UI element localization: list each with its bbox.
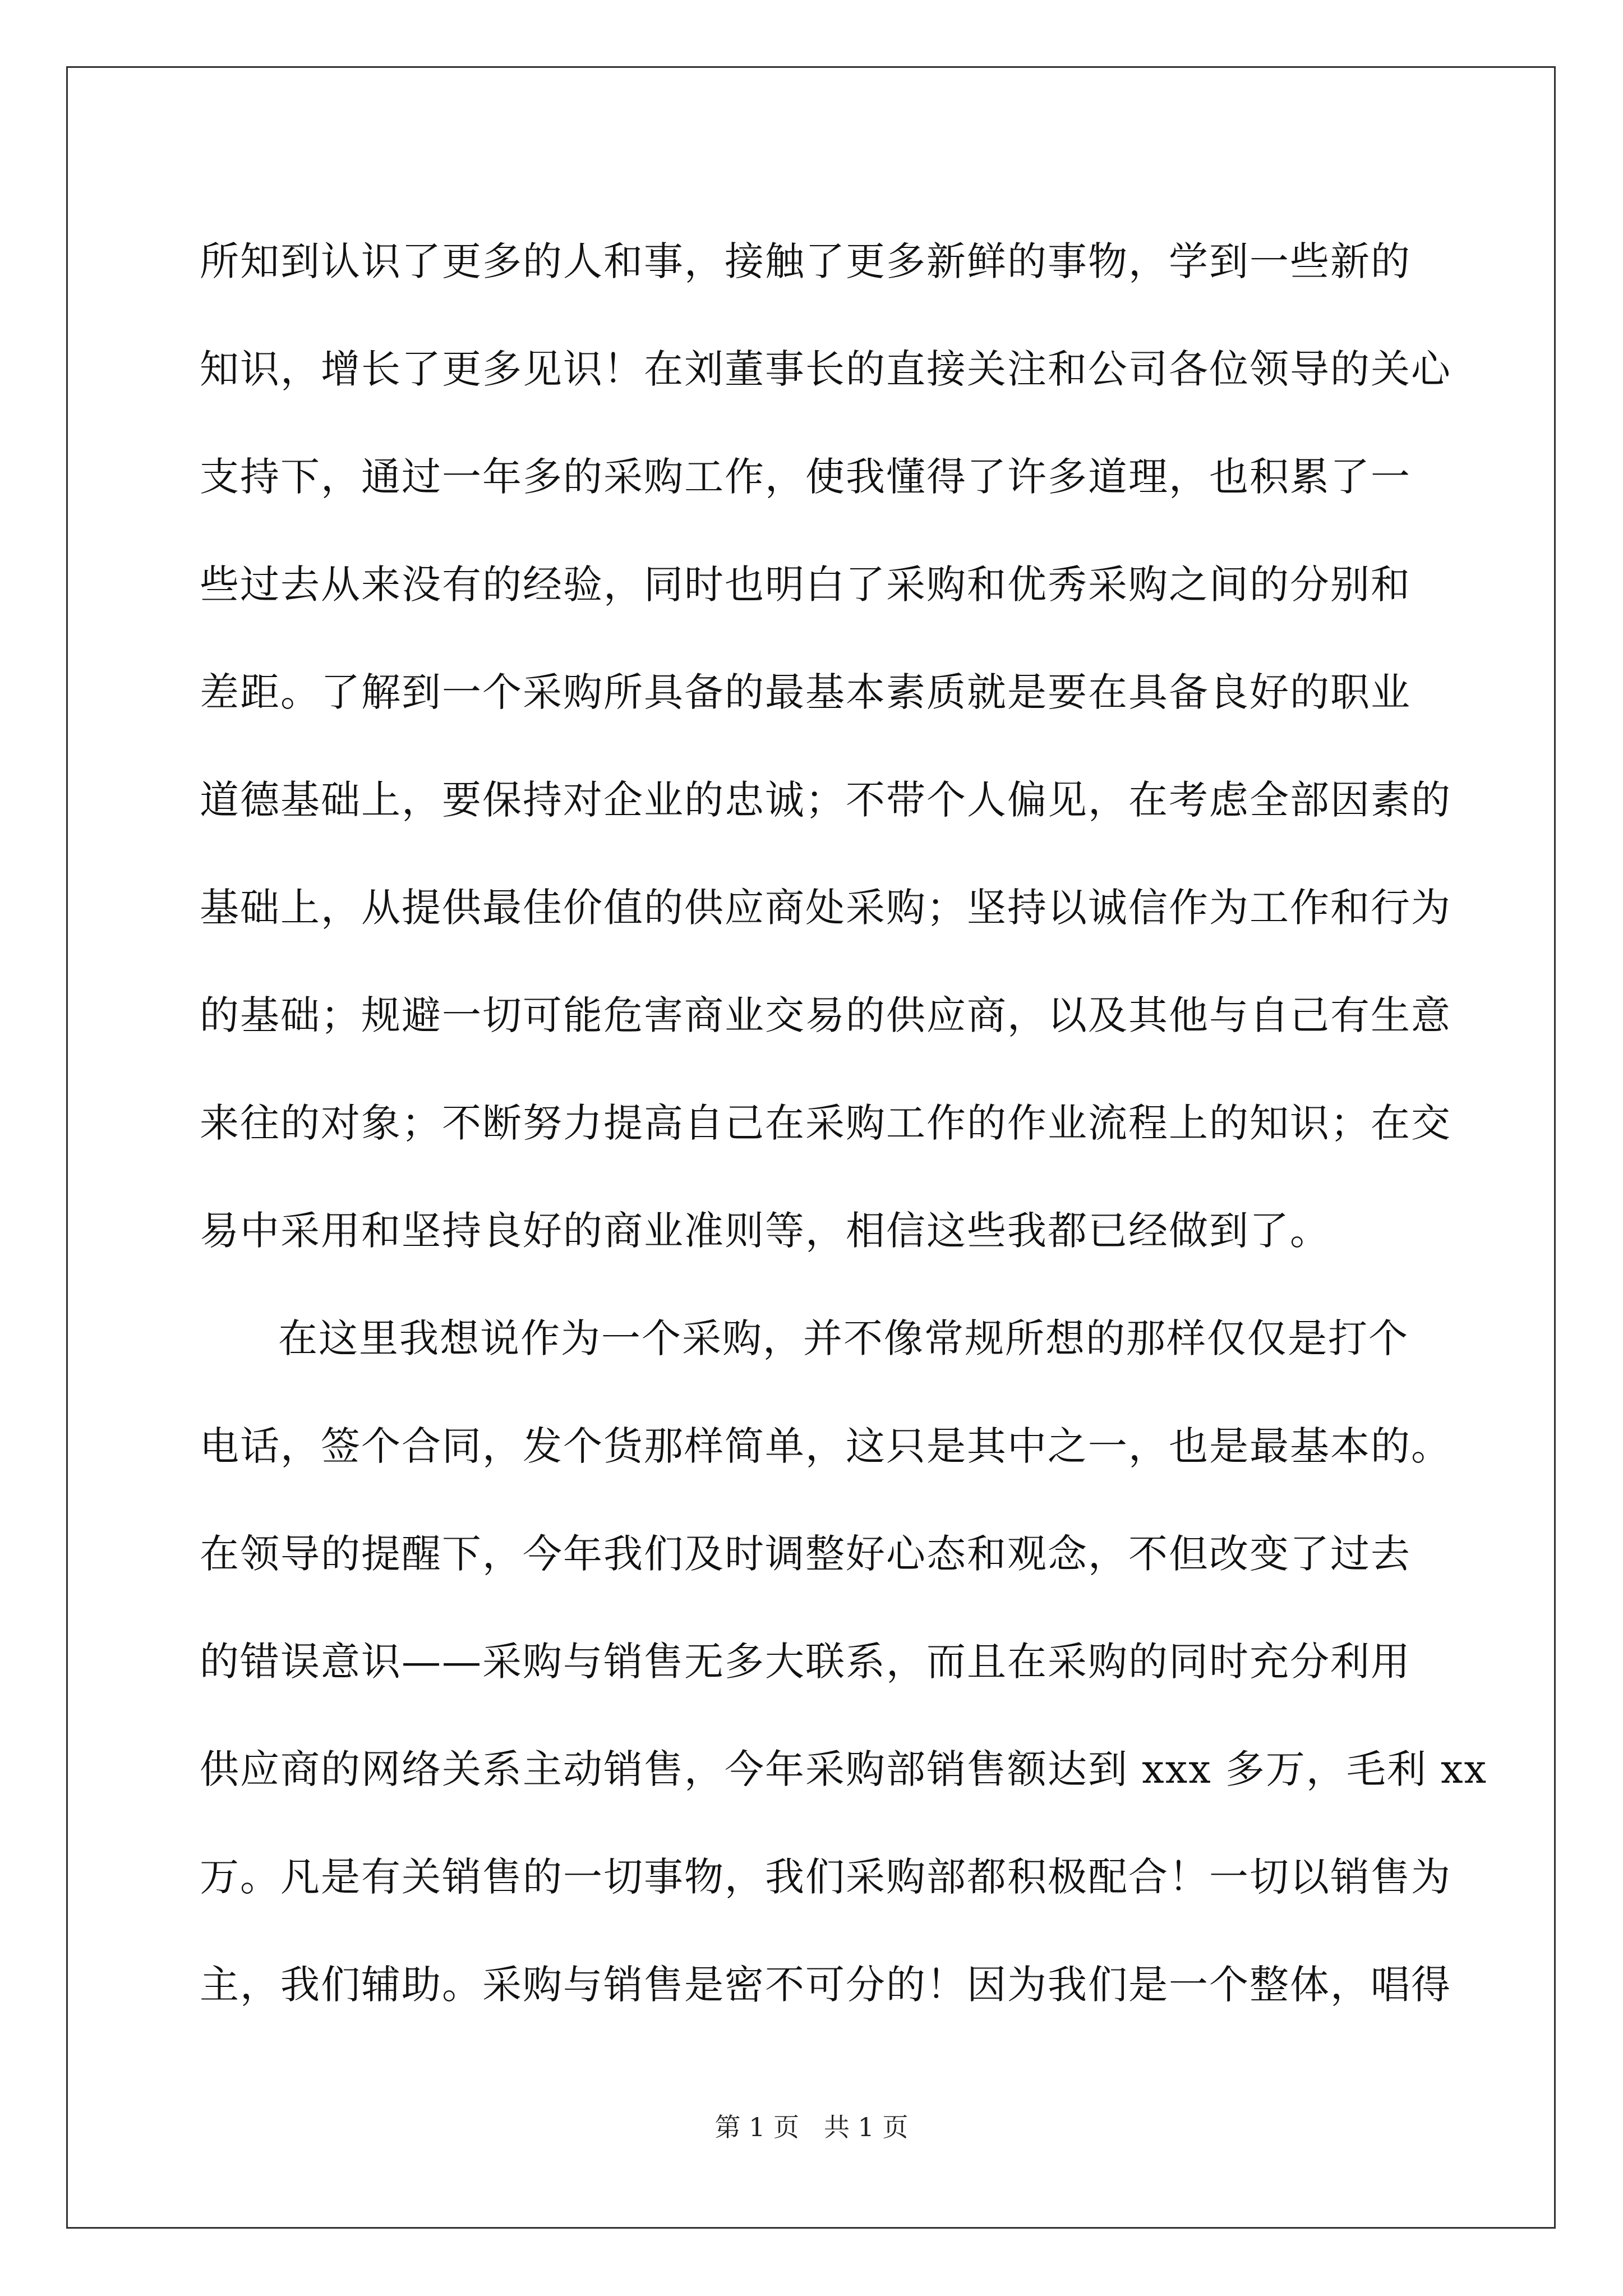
text-line: 来往的对象；不断努力提高自己在采购工作的作业流程上的知识；在交 (200, 1100, 1451, 1146)
text-line: 万。凡是有关销售的一切事物，我们采购部都积极配合！一切以销售为 (200, 1854, 1451, 1900)
paragraph-start-line: 在这里我想说作为一个采购，并不像常规所想的那样仅仅是打个 (278, 1315, 1409, 1361)
text-line: 支持下，通过一年多的采购工作，使我懂得了许多道理，也积累了一 (200, 454, 1411, 500)
text-line: 易中采用和坚持良好的商业准则等，相信这些我都已经做到了。 (200, 1208, 1330, 1254)
document-body (200, 208, 1488, 2039)
footer-spacer (799, 2112, 824, 2142)
text-line: 差距。了解到一个采购所具备的最基本素质就是要在具备良好的职业 (200, 669, 1411, 715)
text-line: 所知到认识了更多的人和事，接触了更多新鲜的事物，学到一些新的 (200, 238, 1411, 284)
text-line: 在领导的提醒下，今年我们及时调整好心态和观念，不但改变了过去 (200, 1531, 1411, 1577)
text-line: 道德基础上，要保持对企业的忠诚；不带个人偏见，在考虑全部因素的 (200, 777, 1451, 823)
text-line: 基础上，从提供最佳价值的供应商处采购；坚持以诚信作为工作和行为 (200, 885, 1451, 931)
page-footer (0, 2110, 1623, 2144)
text-line: 些过去从来没有的经验，同时也明白了采购和优秀采购之间的分别和 (200, 562, 1411, 608)
text-line: 供应商的网络关系主动销售，今年采购部销售额达到 xxx 多万，毛利 xx (200, 1746, 1488, 1792)
page-total: 共 1 页 (823, 2112, 909, 2142)
text-line: 主，我们辅助。采购与销售是密不可分的！因为我们是一个整体，唱得 (200, 1962, 1451, 2008)
text-line: 知识，增长了更多见识！在刘董事长的直接关注和公司各位领导的关心 (200, 346, 1451, 392)
text-line: 的错误意识——采购与销售无多大联系，而且在采购的同时充分利用 (200, 1639, 1411, 1685)
text-line: 的基础；规避一切可能危害商业交易的供应商，以及其他与自己有生意 (200, 992, 1451, 1038)
page-number: 第 1 页 (714, 2112, 800, 2142)
text-line: 电话，签个合同，发个货那样简单，这只是其中之一，也是最基本的。 (200, 1423, 1451, 1469)
